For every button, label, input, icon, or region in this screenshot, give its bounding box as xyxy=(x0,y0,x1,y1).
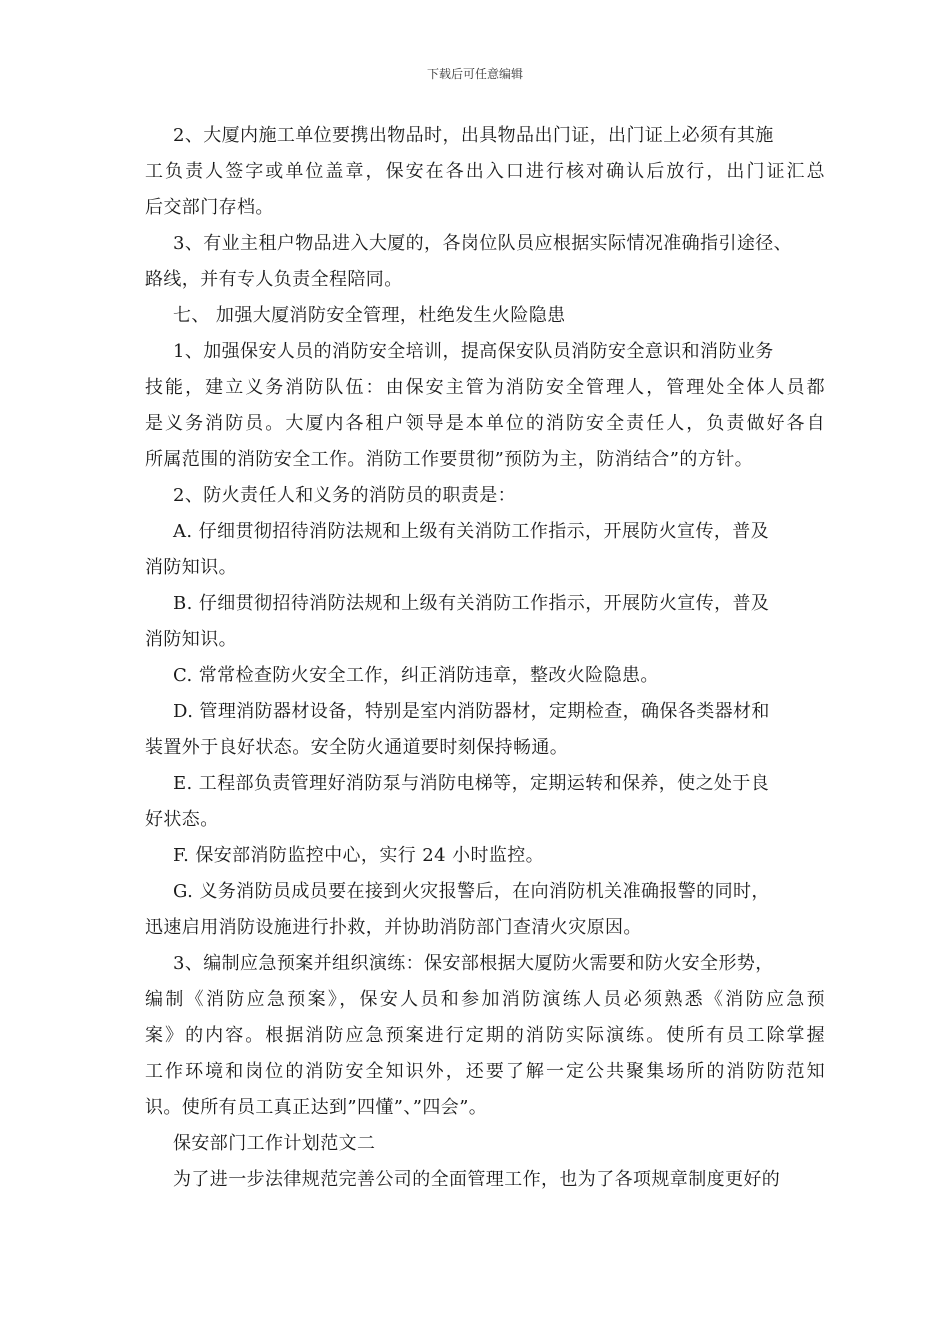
section-heading: 保安部门工作计划范文二 xyxy=(173,1133,376,1154)
text-line: 装置外于良好状态。安全防火通道要时刻保持畅通。 xyxy=(145,737,569,758)
text-line: 编制《消防应急预案》，保安人员和参加消防演练人员必须熟悉《消防应急预 xyxy=(145,989,825,1010)
text-line: D. 管理消防器材设备，特别是室内消防器材，定期检查，确保各类器材和 xyxy=(173,701,770,722)
section-heading: 七、 加强大厦消防安全管理，杜绝发生火险隐患 xyxy=(173,305,566,326)
text-line: A. 仔细贯彻招待消防法规和上级有关消防工作指示，开展防火宣传，普及 xyxy=(173,521,770,542)
page-header: 下载后可任意编辑 xyxy=(426,67,523,81)
text-line: 好状态。 xyxy=(145,809,219,830)
text-line: 为了进一步法律规范完善公司的全面管理工作，也为了各项规章制度更好的 xyxy=(173,1169,781,1190)
document-body xyxy=(145,118,825,1198)
text-line: 工作环境和岗位的消防安全知识外，还要了解一定公共聚集场所的消防防范知 xyxy=(145,1061,825,1082)
text-line: 技能，建立义务消防队伍：由保安主管为消防安全管理人，管理处全体人员都 xyxy=(145,377,825,398)
text-line: 所属范围的消防安全工作。消防工作要贯彻”预防为主，防消结合”的方针。 xyxy=(145,449,754,470)
text-line: 是义务消防员。大厦内各租户领导是本单位的消防安全责任人，负责做好各自 xyxy=(145,413,825,434)
text-line: 案》的内容。根据消防应急预案进行定期的消防实际演练。使所有员工除掌握 xyxy=(145,1025,825,1046)
text-line: 消防知识。 xyxy=(145,557,237,578)
text-line: 2、防火责任人和义务的消防员的职责是： xyxy=(173,485,517,506)
text-line: G. 义务消防员成员要在接到火灾报警后，在向消防机关准确报警的同时， xyxy=(173,881,770,902)
text-line: 3、有业主租户物品进入大厦的，各岗位队员应根据实际情况准确指引途径、 xyxy=(173,233,793,254)
text-line: 工负责人签字或单位盖章，保安在各出入口进行核对确认后放行，出门证汇总 xyxy=(145,161,825,182)
text-line: 3、编制应急预案并组织演练：保安部根据大厦防火需要和防火安全形势， xyxy=(173,953,774,974)
text-line: E. 工程部负责管理好消防泵与消防电梯等，定期运转和保养，使之处于良 xyxy=(173,773,770,794)
text-line: 路线，并有专人负责全程陪同。 xyxy=(145,269,403,290)
text-line: 1、加强保安人员的消防安全培训，提高保安队员消防安全意识和消防业务 xyxy=(173,341,774,362)
text-line: 识。使所有员工真正达到”四懂”、”四会”。 xyxy=(145,1097,488,1118)
text-line: 2、大厦内施工单位要携出物品时，出具物品出门证，出门证上必须有其施 xyxy=(173,125,774,146)
text-line: 消防知识。 xyxy=(145,629,237,650)
text-line: 迅速启用消防设施进行扑救，并协助消防部门查清火灾原因。 xyxy=(145,917,642,938)
text-line: F. 保安部消防监控中心，实行 24 小时监控。 xyxy=(173,845,545,866)
text-line: C. 常常检查防火安全工作，纠正消防违章，整改火险隐患。 xyxy=(173,665,659,686)
text-line: B. 仔细贯彻招待消防法规和上级有关消防工作指示，开展防火宣传，普及 xyxy=(173,593,770,614)
text-line: 后交部门存档。 xyxy=(145,197,274,218)
